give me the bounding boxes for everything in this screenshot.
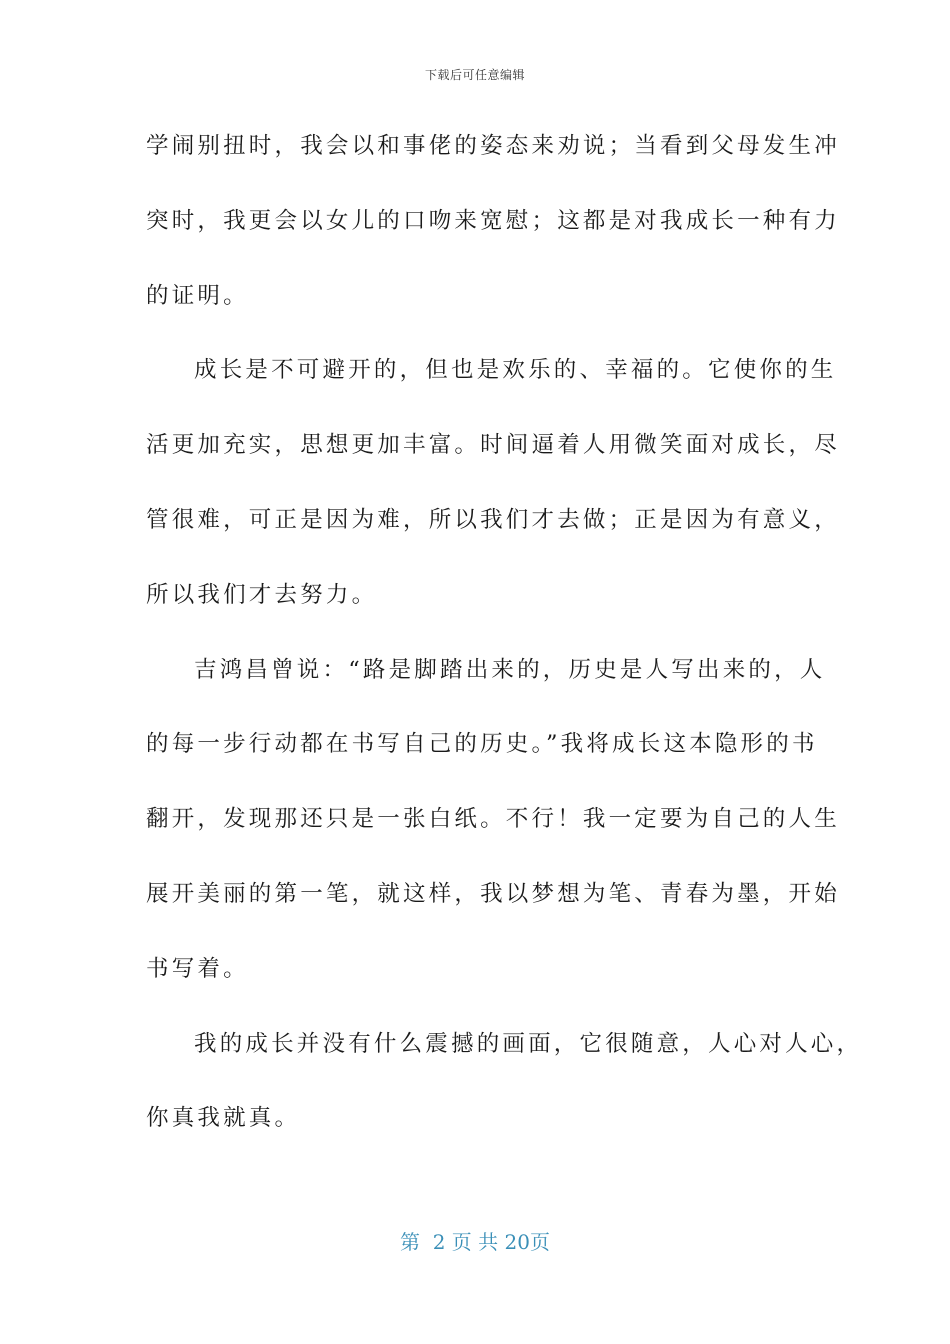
text-line-1: 学闹别扭时，我会以和事佬的姿态来劝说；当看到父母发生冲 bbox=[146, 133, 840, 159]
page-number-footer: 第 2 页 共 20页 bbox=[400, 1230, 550, 1254]
text-line-7: 所以我们才去努力。 bbox=[146, 581, 378, 608]
page-header: 下载后可任意编辑 bbox=[424, 68, 525, 82]
text-line-5: 活更加充实，思想更加丰富。时间逼着人用微笑面对成长，尽 bbox=[146, 432, 840, 459]
text-line-10: 翻开，发现那还只是一张白纸。不行！我一定要为自己的人生 bbox=[146, 806, 840, 833]
text-line-2: 突时，我更会以女儿的口吻来宽慰；这都是对我成长一种有力 bbox=[146, 207, 840, 234]
text-line-6: 管很难，可正是因为难，所以我们才去做；正是因为有意义， bbox=[146, 506, 840, 533]
text-line-14: 你真我就真。 bbox=[146, 1105, 301, 1132]
text-line-13: 我的成长并没有什么震撼的画面，它很随意，人心对人心， bbox=[194, 1030, 863, 1057]
text-line-8: 吉鸿昌曾说：“路是脚踏出来的，历史是人写出来的，人 bbox=[194, 656, 826, 683]
body-text bbox=[146, 122, 863, 1169]
text-line-12: 书写着。 bbox=[146, 955, 249, 982]
text-line-3: 的证明。 bbox=[146, 282, 249, 309]
text-line-4: 成长是不可避开的，但也是欢乐的、幸福的。它使你的生 bbox=[194, 357, 837, 384]
text-line-9: 的每一步行动都在书写自己的历史。”我将成长这本隐形的书 bbox=[146, 731, 818, 758]
text-line-11: 展开美丽的第一笔，就这样，我以梦想为笔、青春为墨，开始 bbox=[146, 880, 840, 907]
